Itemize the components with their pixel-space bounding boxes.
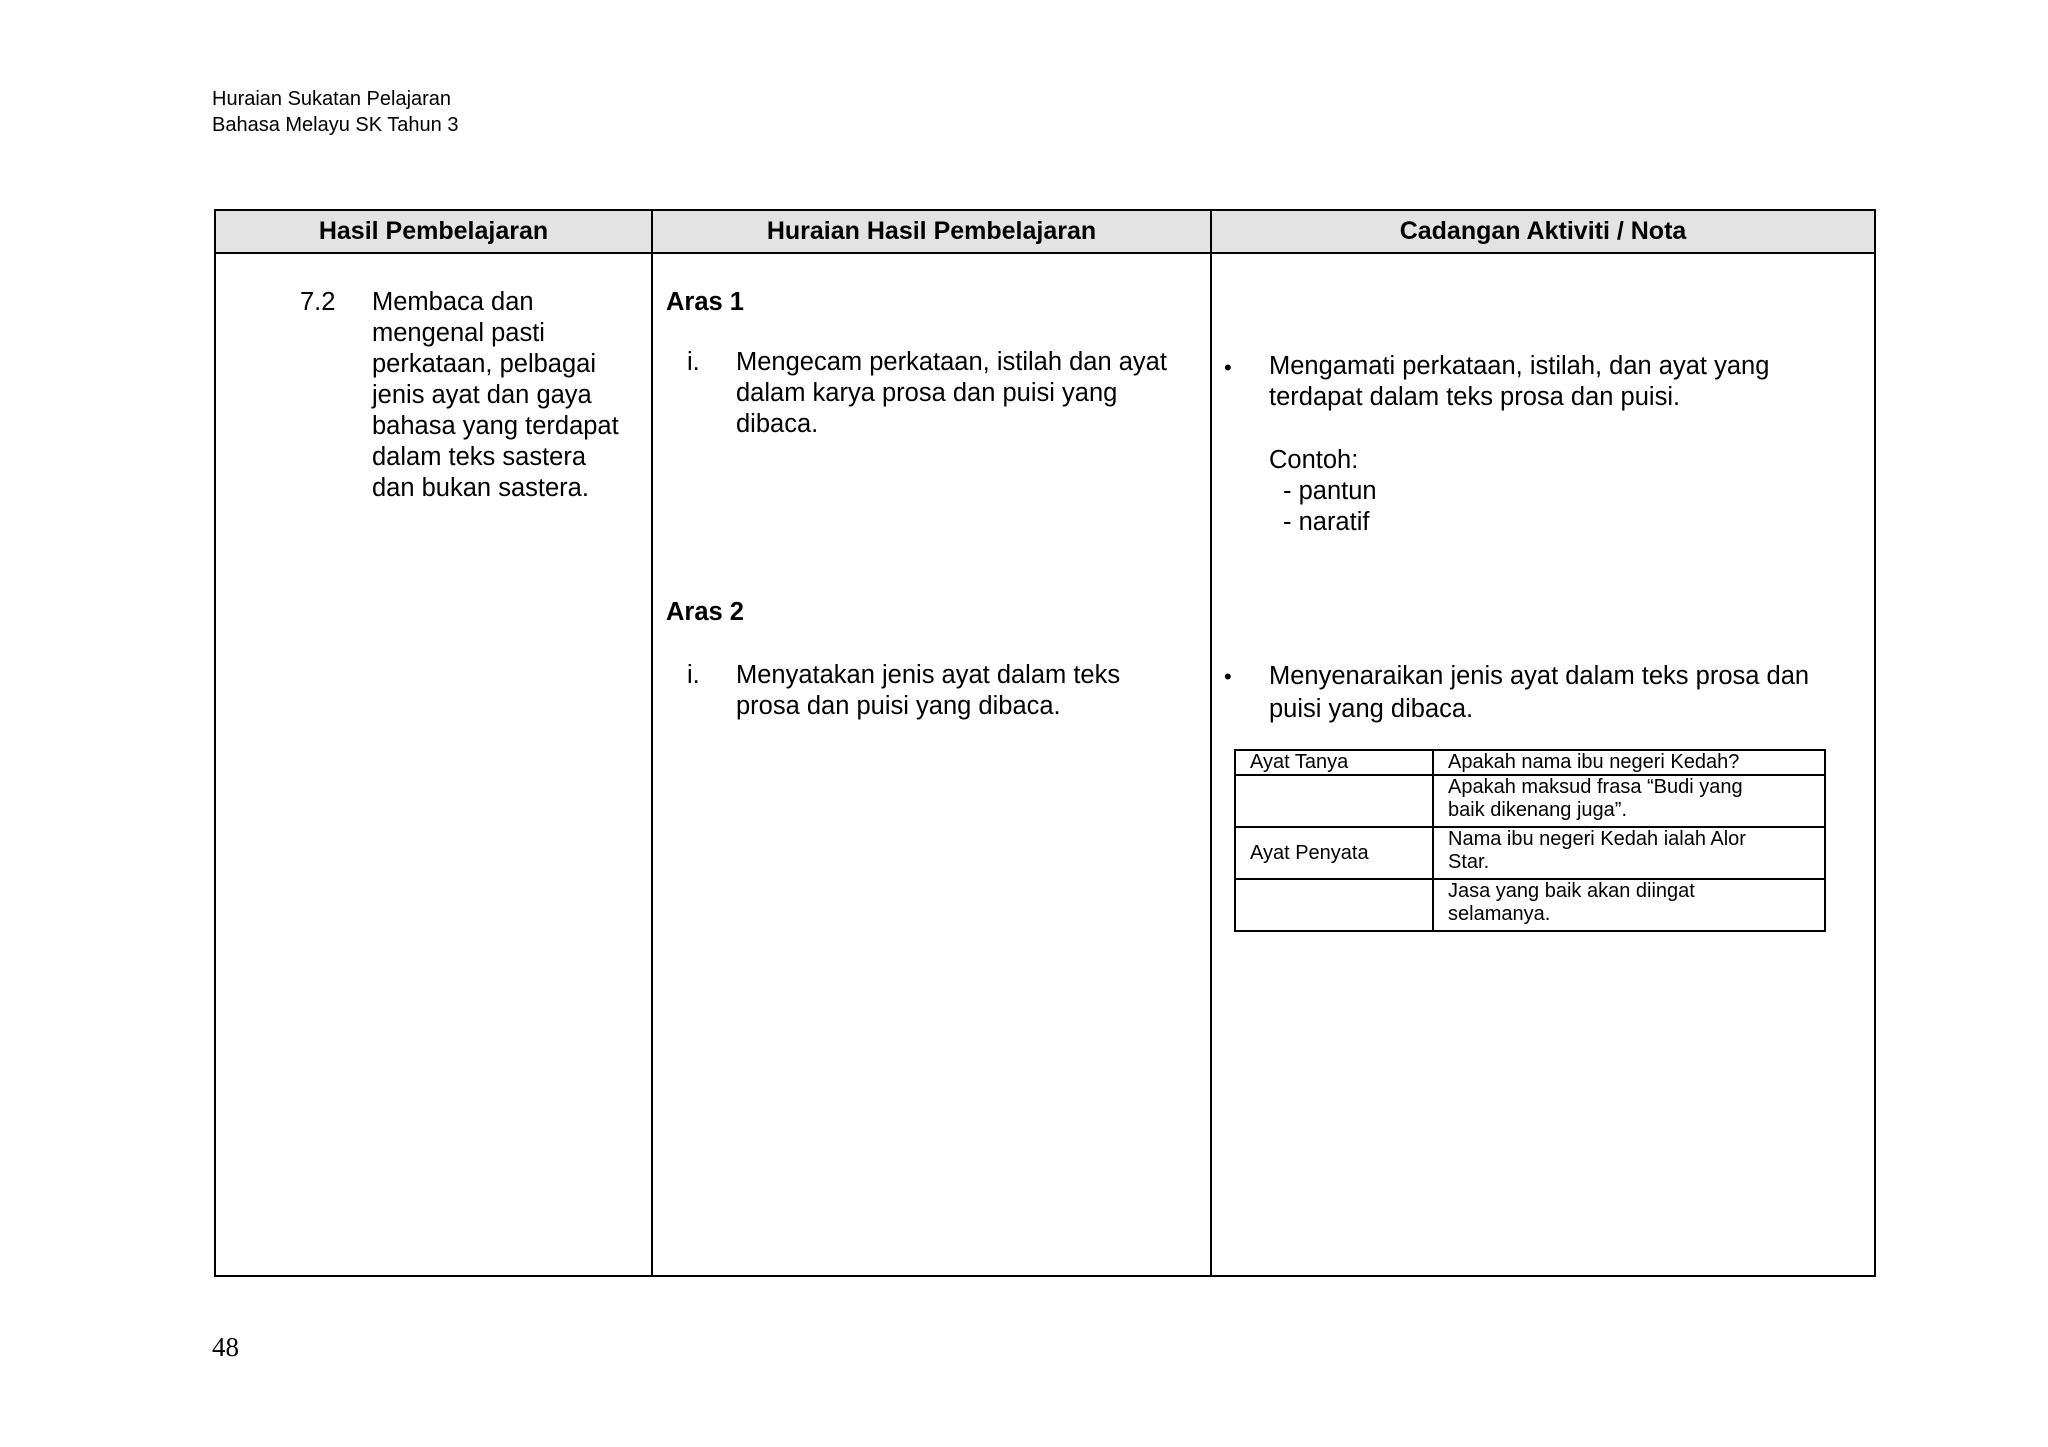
header-line-2: Bahasa Melayu SK Tahun 3	[212, 114, 459, 136]
example-line: Nama ibu negeri Kedah ialah Alor	[1448, 828, 1746, 850]
outcome-line: mengenal pasti	[372, 319, 545, 347]
column-learning-outcome	[216, 211, 653, 1275]
example-line: baik dikenang juga”.	[1448, 799, 1628, 821]
sentence-type-cell: Ayat Penyata	[1235, 827, 1433, 879]
sentence-type-cell	[1235, 879, 1433, 931]
example-line: Apakah nama ibu negeri Kedah?	[1448, 751, 1740, 773]
bullet-icon: •	[1224, 355, 1232, 380]
header-line-1: Huraian Sukatan Pelajaran	[212, 88, 452, 110]
activity-line: Menyenaraikan jenis ayat dalam teks prosa dan	[1269, 662, 1810, 690]
sentence-example-cell	[1433, 750, 1825, 775]
outcome-line: Membaca dan	[372, 288, 534, 316]
outcome-line: dalam teks sastera	[372, 443, 587, 471]
outcome-text	[372, 287, 642, 504]
description-line: dibaca.	[736, 410, 819, 438]
curriculum-table	[214, 209, 1876, 1277]
column-header-suggested-activities: Cadangan Aktiviti / Nota	[1212, 211, 1874, 254]
outcome-line: bahasa yang terdapat	[372, 412, 619, 440]
activity-1-text	[1269, 351, 1869, 538]
activity-line: terdapat dalam teks prosa dan puisi.	[1269, 383, 1681, 411]
activity-2-text	[1269, 660, 1869, 726]
example-line: Star.	[1448, 851, 1490, 873]
sentence-type-cell: Ayat Tanya	[1235, 750, 1433, 775]
page-number: 48	[212, 1332, 239, 1362]
outcome-line: dan bukan sastera.	[372, 474, 589, 502]
table-row	[1235, 750, 1825, 775]
sentence-example-cell	[1433, 879, 1825, 931]
outcome-line: perkataan, pelbagai	[372, 350, 597, 378]
level-1-numeral: i.	[687, 348, 700, 376]
sentence-type-cell	[1235, 775, 1433, 827]
column-suggested-activities	[1212, 211, 1874, 1275]
level-1-description	[736, 347, 1206, 440]
activity-line: puisi yang dibaca.	[1269, 695, 1474, 723]
example-item: - pantun	[1283, 477, 1377, 505]
example-line: Apakah maksud frasa “Budi yang	[1448, 776, 1743, 798]
description-line: dalam karya prosa dan puisi yang	[736, 379, 1118, 407]
description-line: Menyatakan jenis ayat dalam teks	[736, 661, 1121, 689]
document-header	[212, 86, 458, 138]
description-line: Mengecam perkataan, istilah dan ayat	[736, 348, 1167, 376]
sentence-example-cell	[1433, 775, 1825, 827]
table-row	[1235, 827, 1825, 879]
example-item: - naratif	[1283, 508, 1370, 536]
sentence-example-table	[1234, 749, 1826, 932]
outcome-line: jenis ayat dan gaya	[372, 381, 592, 409]
level-2-description	[736, 660, 1206, 722]
level-1-title: Aras 1	[666, 288, 744, 316]
example-line: selamanya.	[1448, 903, 1551, 925]
activity-line: Mengamati perkataan, istilah, dan ayat yang	[1269, 352, 1770, 380]
example-line: Jasa yang baik akan diingat	[1448, 880, 1695, 902]
outcome-number: 7.2	[300, 288, 336, 316]
sentence-example-cell	[1433, 827, 1825, 879]
column-outcome-description	[653, 211, 1212, 1275]
column-header-learning-outcome: Hasil Pembelajaran	[216, 211, 651, 254]
bullet-icon: •	[1224, 664, 1232, 689]
description-line: prosa dan puisi yang dibaca.	[736, 692, 1061, 720]
example-label: Contoh:	[1269, 446, 1359, 474]
level-2-numeral: i.	[687, 661, 700, 689]
column-header-outcome-description: Huraian Hasil Pembelajaran	[653, 211, 1210, 254]
level-2-title: Aras 2	[666, 598, 744, 626]
table-row	[1235, 775, 1825, 827]
table-row	[1235, 879, 1825, 931]
